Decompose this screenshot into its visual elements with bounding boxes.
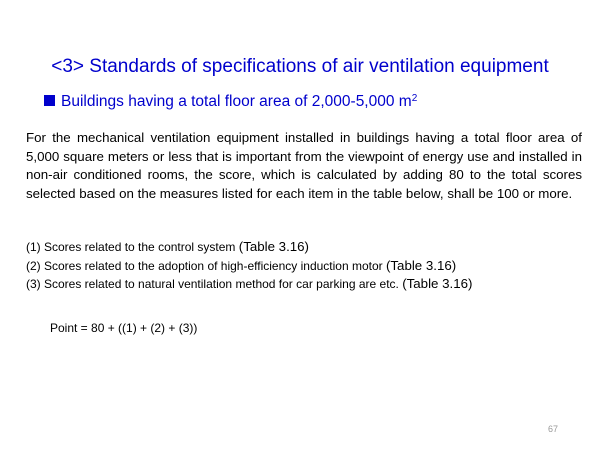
point-formula: Point = 80 + ((1) + (2) + (3)) (50, 321, 198, 335)
square-bullet-icon (44, 95, 55, 106)
table-reference: (Table 3.16) (402, 276, 473, 291)
body-paragraph: For the mechanical ventilation equipment installed in buildings having a total floor area of 5,000 square meters or less that is important from the viewpoint of energy use and installed in non-air conditioned rooms, the score, which is calculated by adding 80 to the total scores selected based on the measures listed for each item in the table below, shall be 100 or more. (26, 130, 582, 201)
table-reference: (Table 3.16) (385, 257, 457, 273)
slide-subtitle (44, 92, 417, 112)
score-item-3 (26, 275, 586, 294)
score-item-1 (26, 238, 586, 257)
score-item-2 (26, 257, 586, 276)
score-item-text: (3) Scores related to natural ventilation method for car parking are etc. (26, 277, 403, 291)
subtitle-superscript: 2 (411, 93, 418, 104)
subtitle-text: Buildings having a total floor area of 2,000-5,000 m (61, 93, 412, 110)
slide-title: <3> Standards of specifications of air ventilation equipment (51, 56, 549, 77)
score-item-text: (2) Scores related to the adoption of high-efficiency induction motor (26, 258, 386, 273)
score-item-text: (1) Scores related to the control system (26, 240, 239, 254)
table-reference: (Table 3.16) (238, 239, 309, 254)
scores-list (26, 238, 586, 294)
page-number: 67 (548, 424, 559, 434)
